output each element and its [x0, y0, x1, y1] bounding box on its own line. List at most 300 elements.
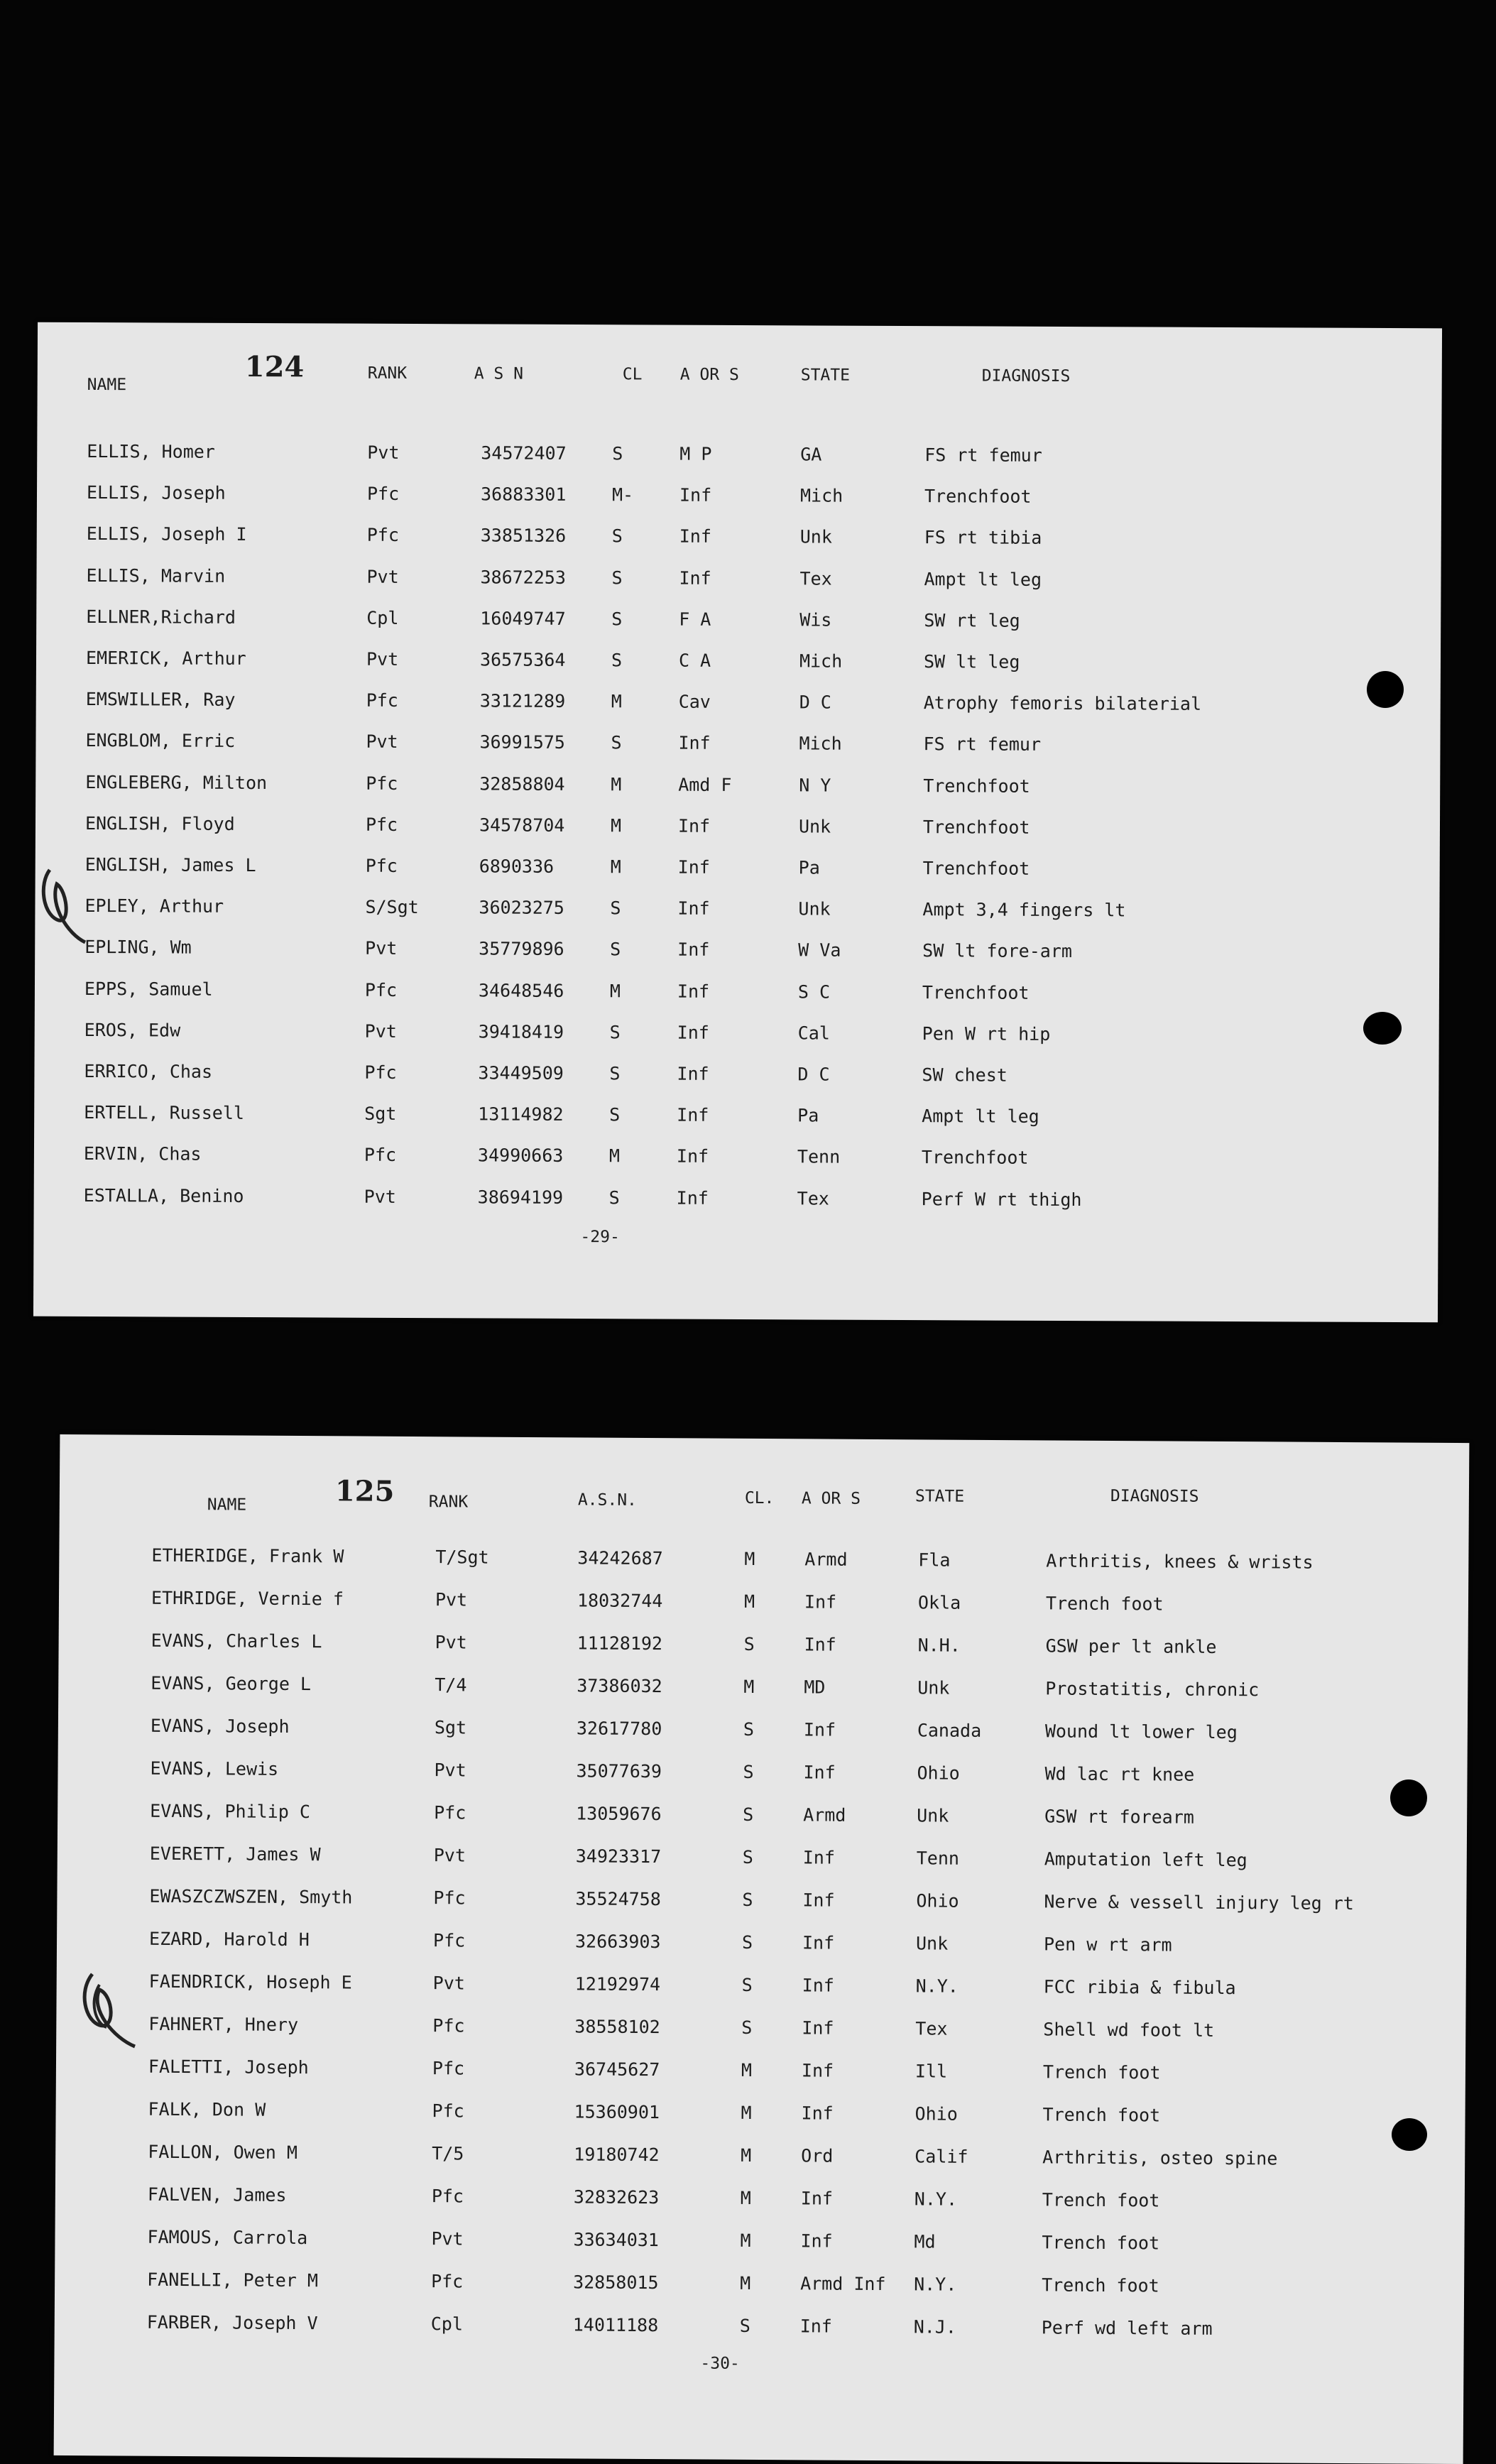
cell-rank: Sgt: [434, 1717, 467, 1738]
cell-asn: 38672253: [480, 567, 566, 588]
cell-state: Ohio: [916, 1890, 959, 1912]
cell-rank: Pvt: [365, 938, 398, 959]
cell-diagnosis: FS rt femur: [924, 445, 1042, 466]
cell-asn: 12192974: [574, 1973, 661, 1995]
table-row: [59, 1626, 1468, 1663]
header-cl: CL: [622, 365, 643, 384]
table-row: [59, 1541, 1468, 1578]
cell-rank: Pvt: [364, 1020, 397, 1042]
cell-state: N.Y.: [914, 2188, 958, 2210]
cell-diagnosis: SW lt fore-arm: [922, 940, 1072, 962]
cell-rank: Pvt: [432, 1973, 465, 1994]
cell-aors: Inf: [676, 1187, 709, 1209]
cell-name: ELLNER,Richard: [86, 606, 236, 628]
table-row: [59, 1583, 1468, 1620]
cell-asn: 36991575: [479, 731, 565, 753]
cell-rank: Pfc: [366, 689, 398, 712]
cell-state: N.Y.: [915, 1975, 959, 1997]
cell-aors: Inf: [804, 1634, 836, 1655]
cell-state: Unk: [915, 1933, 949, 1954]
cell-rank: Sgt: [364, 1103, 397, 1125]
card-header: [60, 1474, 1469, 1515]
punch-hole: [1390, 1779, 1427, 1816]
table-row: [34, 1140, 1438, 1174]
cell-diagnosis: Arthritis, knees & wrists: [1046, 1550, 1314, 1573]
cell-asn: 32663903: [574, 1931, 661, 1953]
cell-asn: 19180742: [574, 2144, 660, 2166]
cell-aors: Inf: [802, 1847, 836, 1868]
punch-hole: [1363, 1012, 1402, 1045]
cell-aors: Inf: [800, 2188, 834, 2209]
cell-aors: Inf: [801, 2103, 834, 2124]
cell-asn: 15360901: [574, 2101, 660, 2123]
cell-asn: 6890336: [479, 856, 555, 877]
cell-cl: S: [739, 2315, 750, 2336]
table-row: [55, 2180, 1465, 2217]
cell-diagnosis: Trenchfoot: [922, 858, 1030, 879]
cell-aors: Inf: [799, 2316, 833, 2337]
cell-rank: Pvt: [434, 1760, 466, 1781]
cell-state: S C: [797, 981, 831, 1003]
cell-name: ESTALLA, Benino: [83, 1184, 244, 1206]
cell-name: EMSWILLER, Ray: [85, 689, 236, 711]
cell-asn: 11128192: [577, 1632, 663, 1655]
cell-aors: Inf: [801, 2060, 834, 2081]
cell-cl: S: [743, 1633, 755, 1655]
table-row: [36, 726, 1440, 761]
cell-name: EWASZCZWSZEN, Smyth: [149, 1885, 353, 1908]
cell-diagnosis: Ampt 3,4 fingers lt: [922, 899, 1126, 921]
cell-asn: 38558102: [574, 2016, 660, 2038]
cell-diagnosis: Perf W rt thigh: [921, 1188, 1082, 1210]
cell-rank: Pfc: [365, 814, 398, 835]
cell-state: Mich: [799, 650, 843, 672]
cell-cl: M: [740, 2272, 751, 2294]
cell-aors: Inf: [677, 1022, 709, 1043]
cell-cl: M: [741, 2102, 752, 2123]
table-row: [55, 2223, 1464, 2259]
cell-state: Mich: [799, 485, 843, 506]
cell-name: ELLIS, Joseph I: [86, 523, 247, 545]
cell-rank: Cpl: [430, 2313, 464, 2335]
cell-state: Fla: [918, 1549, 951, 1571]
cell-diagnosis: FS rt femur: [923, 734, 1042, 756]
card-header: [38, 349, 1442, 395]
cell-rank: T/4: [435, 1674, 467, 1696]
cell-cl: S: [611, 567, 623, 588]
cell-diagnosis: GSW per lt ankle: [1045, 1635, 1217, 1657]
cell-state: Mich: [799, 733, 842, 755]
cell-rank: T/5: [432, 2143, 464, 2164]
handwritten-mark-icon: [75, 1967, 142, 2052]
cell-rank: Pvt: [435, 1632, 467, 1653]
cell-asn: 34578704: [479, 814, 565, 836]
cell-cl: M: [741, 2059, 753, 2081]
cell-diagnosis: Wd lac rt knee: [1044, 1763, 1195, 1785]
header-state: STATE: [800, 366, 851, 385]
cell-name: EPLEY, Arthur: [84, 895, 224, 917]
cell-diagnosis: Trenchfoot: [923, 775, 1030, 797]
cell-diagnosis: Trench foot: [1045, 1593, 1164, 1615]
table-row: [35, 1015, 1439, 1050]
cell-name: FALETTI, Joseph: [148, 2056, 309, 2078]
cell-aors: Inf: [802, 1975, 834, 1996]
cell-rank: Pvt: [366, 566, 399, 587]
cell-cl: S: [611, 650, 623, 671]
cell-diagnosis: Amputation left leg: [1044, 1848, 1247, 1871]
table-row: [58, 1669, 1468, 1706]
cell-name: ENGBLOM, Erric: [85, 730, 236, 752]
cell-aors: Inf: [804, 1591, 837, 1613]
cell-aors: Inf: [800, 2230, 833, 2252]
cell-name: FARBER, Joseph V: [146, 2311, 318, 2334]
cell-aors: Inf: [677, 898, 710, 920]
cell-aors: Inf: [676, 1146, 709, 1167]
cell-state: Tenn: [797, 1146, 841, 1168]
cell-rank: Pvt: [366, 648, 399, 670]
cell-name: ERRICO, Chas: [84, 1060, 213, 1082]
cell-aors: Inf: [677, 1063, 709, 1084]
cell-name: ENGLEBERG, Milton: [85, 771, 268, 793]
cell-aors: Inf: [802, 2017, 834, 2039]
cell-cl: M: [610, 815, 622, 836]
cell-state: GA: [800, 444, 822, 465]
cell-state: Ohio: [917, 1762, 960, 1784]
card-number: 124: [244, 349, 305, 384]
handwritten-mark-icon: [36, 863, 92, 948]
table-row: [36, 768, 1440, 802]
cell-diagnosis: Ampt lt leg: [922, 1106, 1039, 1128]
table-row: [57, 1924, 1466, 1961]
cell-asn: 36745627: [574, 2059, 660, 2081]
cell-rank: Pfc: [366, 773, 398, 794]
cell-name: EROS, Edw: [84, 1019, 181, 1041]
cell-state: Unk: [798, 898, 831, 920]
cell-asn: 34648546: [478, 980, 564, 1001]
table-row: [36, 809, 1440, 844]
cell-state: Md: [914, 2231, 936, 2252]
cell-name: EMERICK, Arthur: [85, 647, 246, 669]
cell-asn: 36023275: [479, 897, 564, 919]
cell-cl: M: [743, 1591, 755, 1612]
cell-name: EVERETT, James W: [149, 1843, 321, 1865]
cell-rank: Pfc: [432, 2058, 465, 2079]
cell-name: ELLIS, Marvin: [86, 565, 226, 587]
cell-asn: 35077639: [576, 1760, 662, 1782]
cell-rank: Pvt: [431, 2228, 464, 2250]
cell-aors: Inf: [679, 484, 712, 506]
card-number: 125: [334, 1474, 395, 1508]
cell-aors: Inf: [679, 526, 711, 547]
cell-state: Pa: [797, 1105, 819, 1126]
cell-asn: 39418419: [478, 1021, 564, 1042]
cell-diagnosis: Prostatitis, chronic: [1045, 1678, 1260, 1701]
cell-cl: M: [743, 1676, 755, 1697]
table-row: [37, 520, 1441, 555]
cell-cl: S: [610, 898, 621, 919]
cell-cl: M: [611, 691, 622, 712]
cell-aors: Armd: [803, 1804, 846, 1826]
table-row: [34, 1057, 1438, 1092]
cell-cl: M: [611, 773, 622, 795]
cell-state: N.H.: [917, 1635, 961, 1656]
cell-aors: Inf: [677, 815, 711, 836]
table-row: [55, 2137, 1465, 2174]
cell-name: ETHERIDGE, Frank W: [151, 1544, 344, 1567]
cell-cl: S: [612, 443, 623, 464]
cell-asn: 34990663: [477, 1145, 564, 1167]
cell-state: Ohio: [914, 2103, 958, 2125]
cell-name: EVANS, Joseph: [150, 1715, 290, 1737]
cell-rank: Pfc: [365, 855, 398, 876]
cell-rank: Pvt: [435, 1589, 468, 1610]
table-row: [35, 892, 1439, 927]
cell-aors: Amd F: [678, 774, 732, 795]
cell-rank: Pfc: [432, 1930, 466, 1951]
cell-aors: Inf: [802, 1890, 835, 1911]
cell-asn: 34242687: [577, 1547, 663, 1569]
cell-diagnosis: Trench foot: [1042, 2061, 1161, 2083]
cell-diagnosis: Trench foot: [1042, 2232, 1160, 2254]
record-card-124: [33, 322, 1442, 1323]
cell-diagnosis: FCC ribia & fibula: [1043, 1976, 1236, 1999]
cell-state: N.Y.: [914, 2274, 957, 2295]
cell-asn: 13114982: [478, 1103, 564, 1125]
cell-asn: 13059676: [576, 1803, 662, 1825]
cell-asn: 32617780: [576, 1718, 662, 1740]
cell-aors: Inf: [677, 856, 710, 878]
header-asn: A S N: [474, 364, 524, 383]
table-row: [56, 2010, 1465, 2046]
cell-cl: M-: [611, 484, 634, 506]
cell-name: EVANS, Charles L: [151, 1630, 322, 1652]
cell-cl: S: [609, 1104, 621, 1125]
cell-diagnosis: Trenchfoot: [921, 1147, 1029, 1169]
cell-asn: 18032744: [577, 1590, 663, 1612]
cell-diagnosis: Arthritis, osteo spine: [1042, 2147, 1278, 2169]
cell-asn: 16049747: [480, 608, 566, 629]
cell-asn: 32832623: [573, 2186, 660, 2208]
cell-diagnosis: Trenchfoot: [922, 981, 1030, 1003]
cell-cl: M: [608, 1145, 621, 1167]
cell-name: ENGLISH, James L: [84, 854, 256, 876]
cell-rank: Pfc: [431, 2186, 464, 2207]
cell-rank: Pfc: [432, 2100, 464, 2122]
cell-name: FANELLI, Peter M: [147, 2269, 319, 2291]
cell-cl: S: [743, 1761, 754, 1782]
cell-rank: Pfc: [432, 2015, 465, 2037]
cell-asn: 37386032: [577, 1675, 662, 1697]
cell-name: EVANS, Lewis: [150, 1757, 279, 1779]
cell-name: EVANS, Philip C: [150, 1800, 311, 1823]
cell-diagnosis: Trench foot: [1042, 2189, 1160, 2211]
table-row: [36, 602, 1441, 637]
table-row: [35, 974, 1439, 1009]
cell-cl: M: [741, 2144, 752, 2166]
table-row: [55, 2308, 1464, 2345]
cell-asn: 32858015: [573, 2272, 659, 2294]
cell-rank: Pvt: [367, 442, 400, 463]
cell-aors: Inf: [677, 939, 710, 961]
page-number: -29-: [580, 1228, 620, 1247]
cell-rank: Pvt: [364, 1186, 396, 1207]
header-diagnosis: DIAGNOSIS: [981, 366, 1071, 386]
cell-aors: C A: [678, 650, 711, 671]
table-row: [36, 851, 1440, 885]
cell-cl: M: [744, 1548, 755, 1569]
cell-name: ERTELL, Russell: [84, 1102, 245, 1124]
cell-rank: Pfc: [431, 2271, 464, 2292]
cell-aors: F A: [679, 609, 711, 630]
cell-name: EPLING, Wm: [84, 937, 192, 959]
cell-diagnosis: Trenchfoot: [922, 816, 1030, 838]
cell-state: Unk: [799, 526, 832, 547]
cell-rank: Pvt: [366, 731, 398, 753]
cell-state: Tex: [915, 2018, 948, 2039]
header-state: STATE: [914, 1487, 965, 1506]
cell-state: Unk: [917, 1677, 950, 1699]
cell-cl: M: [609, 980, 621, 1001]
cell-state: N.J.: [913, 2316, 957, 2338]
cell-state: Wis: [799, 609, 832, 631]
cell-aors: Inf: [677, 981, 710, 1002]
cell-aors: Armd: [804, 1549, 848, 1570]
cell-cl: S: [742, 1846, 753, 1868]
cell-diagnosis: Pen w rt arm: [1043, 1934, 1172, 1956]
cell-diagnosis: Wound lt lower leg: [1044, 1721, 1238, 1743]
cell-state: D C: [797, 1064, 830, 1085]
cell-name: ETHRIDGE, Vernie f: [151, 1587, 344, 1610]
cell-name: FAENDRICK, Hoseph E: [148, 1970, 352, 1993]
cell-diagnosis: GSW rt forearm: [1044, 1806, 1194, 1828]
cell-diagnosis: Shell wd foot lt: [1043, 2019, 1215, 2041]
cell-state: D C: [799, 692, 831, 713]
punch-hole: [1367, 671, 1404, 708]
table-row: [57, 1967, 1466, 2004]
cell-diagnosis: Perf wd left arm: [1041, 2317, 1213, 2339]
cell-state: Ill: [914, 2061, 948, 2082]
cell-rank: Pfc: [364, 979, 398, 1001]
header-aors: A OR S: [801, 1489, 861, 1508]
cell-state: Okla: [917, 1592, 961, 1613]
cell-rank: Pvt: [433, 1845, 466, 1866]
record-card-125: [54, 1434, 1470, 2464]
page-number: -30-: [700, 2354, 740, 2373]
cell-name: FALK, Don W: [148, 2098, 266, 2120]
header-rank: RANK: [367, 364, 408, 383]
cell-aors: MD: [804, 1677, 826, 1698]
cell-aors: Inf: [677, 1104, 709, 1126]
cell-state: Canada: [917, 1720, 982, 1741]
cell-cl: S: [609, 1022, 621, 1043]
cell-cl: S: [608, 1187, 620, 1208]
table-row: [37, 479, 1441, 513]
cell-cl: S: [742, 1889, 753, 1910]
cell-rank: T/Sgt: [435, 1547, 489, 1568]
cell-name: FAMOUS, Carrola: [147, 2226, 308, 2249]
cell-asn: 33121289: [479, 690, 566, 712]
table-row: [34, 1181, 1438, 1216]
cell-cl: S: [610, 939, 621, 960]
cell-name: FAHNERT, Hnery: [148, 2013, 299, 2036]
cell-name: ELLIS, Joseph: [86, 482, 226, 504]
cell-asn: 32858804: [479, 773, 565, 795]
cell-cl: S: [611, 732, 622, 753]
cell-name: ENGLISH, Floyd: [84, 812, 235, 834]
header-name: NAME: [207, 1495, 247, 1515]
cell-diagnosis: Atrophy femoris bilaterial: [923, 692, 1202, 715]
cell-aors: M P: [679, 443, 712, 464]
cell-asn: 14011188: [572, 2314, 659, 2336]
cell-name: EVANS, George L: [151, 1672, 312, 1695]
cell-name: FALVEN, James: [147, 2184, 287, 2206]
cell-aors: Inf: [803, 1719, 836, 1740]
cell-asn: 33851326: [480, 525, 567, 547]
header-aors: A OR S: [679, 365, 739, 385]
cell-diagnosis: Trenchfoot: [924, 486, 1032, 507]
cell-state: Tex: [797, 1187, 829, 1209]
cell-asn: 35779896: [479, 938, 564, 960]
header-name: NAME: [87, 375, 127, 395]
cell-asn: 36883301: [480, 484, 567, 506]
header-rank: RANK: [428, 1493, 469, 1512]
cell-state: Unk: [917, 1805, 949, 1826]
cell-cl: S: [611, 525, 623, 547]
cell-name: ERVIN, Chas: [83, 1143, 202, 1165]
cell-asn: 33449509: [478, 1062, 564, 1084]
punch-hole: [1392, 2118, 1427, 2151]
cell-cl: S: [741, 1931, 753, 1953]
cell-aors: Inf: [802, 1932, 835, 1953]
cell-state: Unk: [798, 816, 831, 837]
table-row: [55, 2265, 1464, 2302]
cell-state: Pa: [798, 857, 820, 878]
cell-rank: Pfc: [366, 483, 400, 505]
cell-cl: S: [609, 1063, 621, 1084]
cell-name: EZARD, Harold H: [148, 1928, 310, 1951]
cell-diagnosis: Nerve & vessell injury leg rt: [1044, 1891, 1354, 1914]
cell-rank: Pfc: [366, 525, 399, 546]
cell-rank: S/Sgt: [365, 896, 419, 918]
table-row: [56, 2052, 1465, 2089]
cell-name: FALLON, Owen M: [148, 2141, 298, 2164]
cell-state: Tex: [799, 567, 832, 589]
table-row: [36, 561, 1441, 596]
cell-cl: S: [611, 609, 623, 630]
cell-asn: 34572407: [481, 442, 567, 464]
cell-diagnosis: Pen W rt hip: [922, 1023, 1051, 1045]
table-row: [55, 2095, 1465, 2132]
cell-asn: 34923317: [575, 1846, 662, 1868]
table-row: [58, 1839, 1467, 1876]
cell-state: Cal: [797, 1023, 830, 1044]
cell-cl: S: [743, 1804, 754, 1825]
cell-aors: Ord: [801, 2145, 834, 2166]
cell-diagnosis: SW rt leg: [924, 609, 1020, 631]
cell-cl: M: [610, 856, 621, 878]
cell-aors: Armd Inf: [800, 2273, 886, 2295]
table-row: [37, 437, 1441, 472]
cell-asn: 35524758: [575, 1888, 661, 1910]
cell-aors: Inf: [678, 733, 711, 754]
cell-name: EPPS, Samuel: [84, 978, 213, 1000]
cell-diagnosis: FS rt tibia: [924, 527, 1042, 549]
header-cl: CL.: [744, 1488, 775, 1508]
cell-aors: Cav: [678, 691, 711, 713]
cell-cl: S: [743, 1718, 755, 1740]
cell-diagnosis: SW lt leg: [923, 651, 1020, 672]
cell-cl: S: [741, 1974, 753, 1995]
